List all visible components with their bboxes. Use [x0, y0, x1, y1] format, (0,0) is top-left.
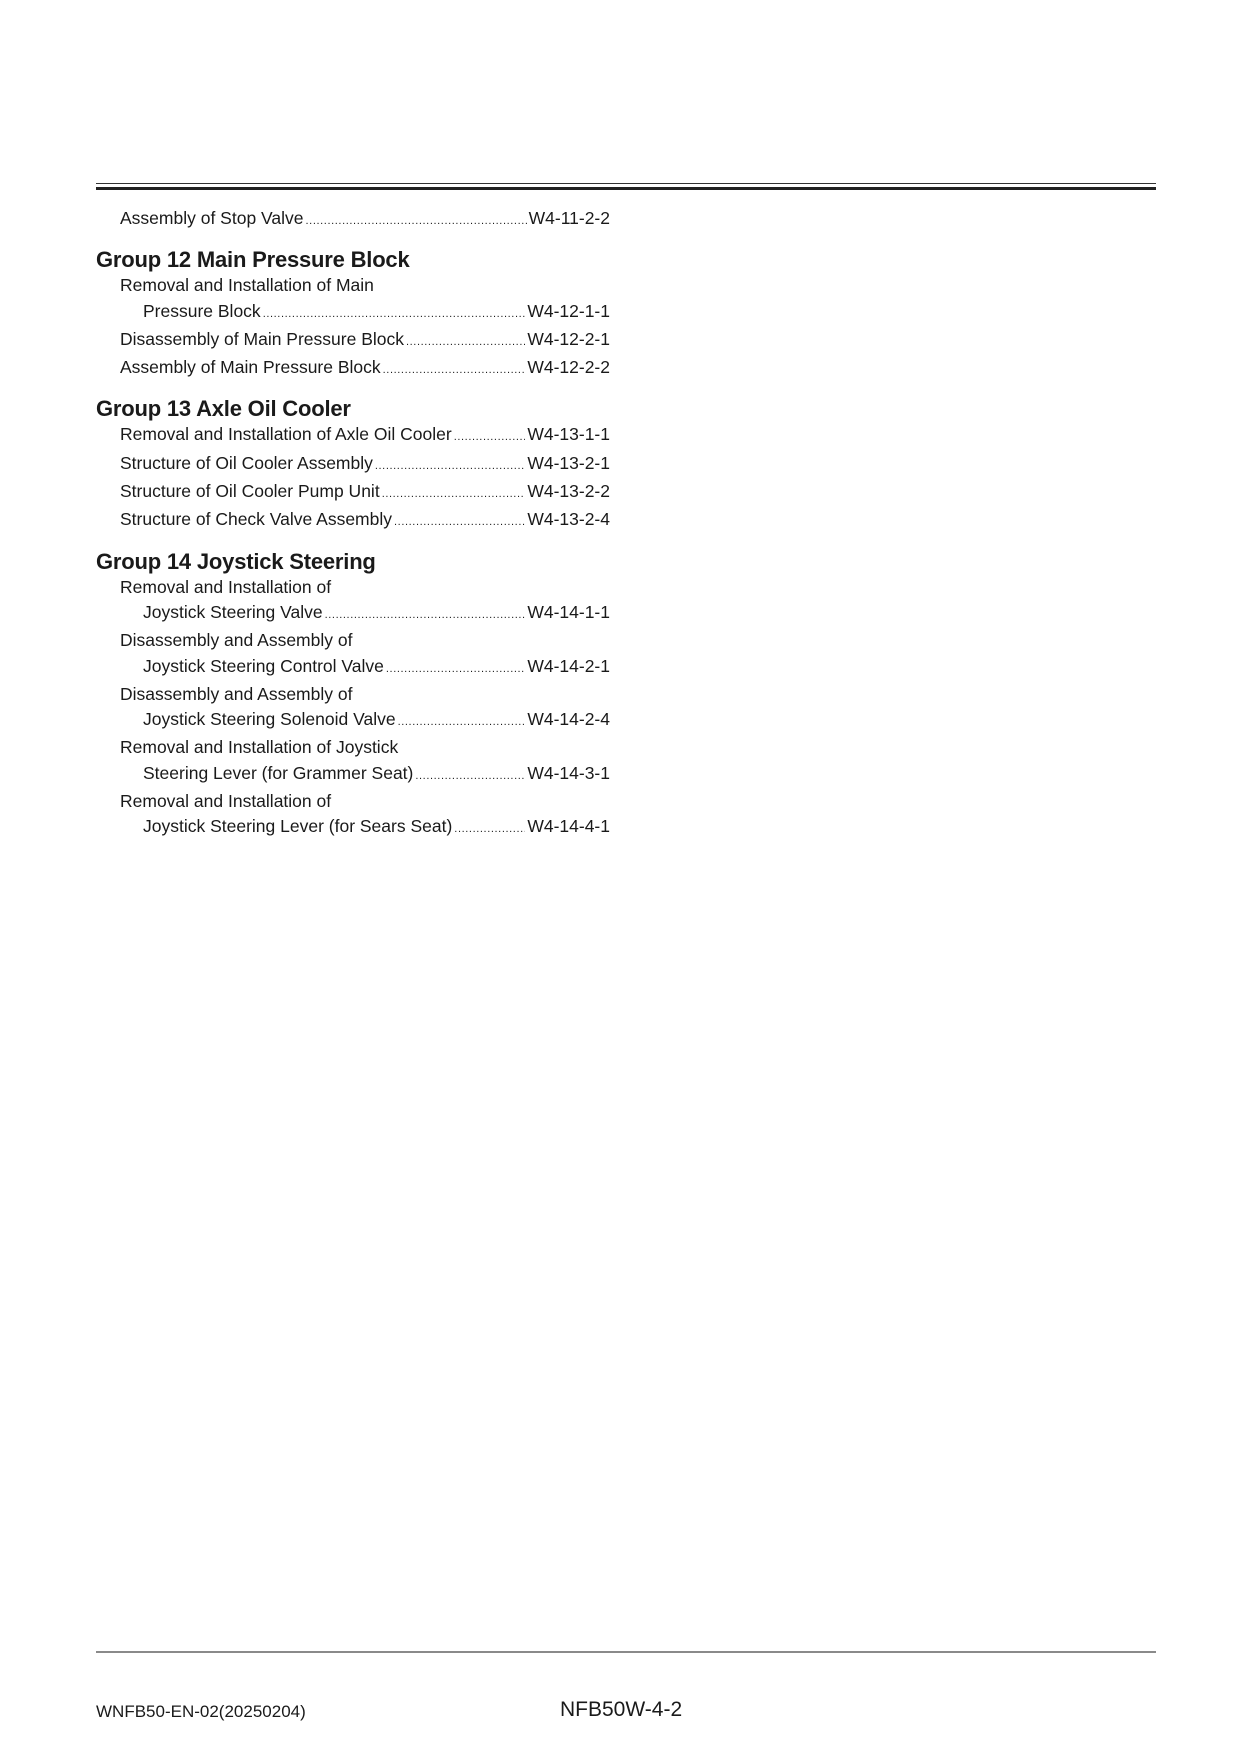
toc-entry-title: Removal and Installation of Axle Oil Cooler — [120, 424, 452, 445]
toc-entry[interactable] — [96, 575, 610, 629]
toc-entry-title: Removal and Installation of Joystick — [120, 737, 399, 758]
toc-entry[interactable] — [96, 327, 610, 355]
toc-entry[interactable] — [96, 355, 610, 383]
toc-entry-page: W4-13-1-1 — [527, 424, 610, 445]
toc-entry-title: Joystick Steering Control Valve — [143, 655, 384, 676]
toc-entry-page: W4-14-4-1 — [527, 816, 610, 837]
toc-entry-page: W4-14-1-1 — [527, 601, 610, 622]
dot-leader — [454, 817, 525, 842]
toc-entry-title: Disassembly and Assembly of — [120, 630, 353, 651]
dot-leader — [382, 482, 526, 507]
dot-leader — [406, 330, 525, 355]
toc-entry[interactable] — [96, 735, 610, 789]
dot-leader — [263, 302, 526, 327]
toc-entry-title: Pressure Block — [143, 300, 261, 321]
toc-entry-title: Removal and Installation of — [120, 791, 332, 812]
dot-leader — [394, 510, 525, 535]
toc-entry[interactable] — [96, 628, 610, 682]
toc-group-heading: Group 14 Joystick Steering — [96, 548, 376, 574]
toc-entry-title: Joystick Steering Lever (for Sears Seat) — [143, 816, 453, 837]
toc-entry[interactable] — [96, 422, 610, 450]
header-rule-thin — [96, 183, 1156, 184]
toc-group-heading: Group 13 Axle Oil Cooler — [96, 396, 351, 422]
toc-entry-title: Structure of Oil Cooler Assembly — [120, 452, 373, 473]
footer-rule — [96, 1651, 1156, 1653]
toc-entry-page: W4-13-2-2 — [527, 481, 610, 502]
toc-entry-title: Joystick Steering Valve — [143, 601, 323, 622]
page-number: NFB50W-4-2 — [560, 1698, 683, 1721]
toc-entry-page: W4-12-2-1 — [527, 328, 610, 349]
toc-entry-page: W4-11-2-2 — [528, 208, 610, 228]
toc-entry-page: W4-14-2-1 — [527, 655, 610, 676]
toc-entry-page: W4-12-2-2 — [527, 357, 610, 378]
toc-entry[interactable] — [96, 273, 610, 327]
header-rule-thick — [96, 187, 1156, 190]
toc-entry-page: W4-14-3-1 — [527, 762, 610, 783]
toc-entry-title: Structure of Oil Cooler Pump Unit — [120, 481, 380, 502]
toc-entry-title: Removal and Installation of — [120, 576, 332, 597]
toc-entry-page: W4-13-2-1 — [527, 452, 610, 473]
dot-leader — [306, 209, 527, 234]
dot-leader — [383, 358, 526, 383]
dot-leader — [325, 603, 526, 628]
toc-entry-title: Steering Lever (for Grammer Seat) — [143, 762, 414, 783]
document-code: WNFB50-EN-02(20250204) — [96, 1702, 306, 1721]
toc-entry-title: Disassembly of Main Pressure Block — [120, 328, 404, 349]
toc-entry-title: Joystick Steering Solenoid Valve — [143, 709, 396, 730]
dot-leader — [454, 425, 526, 450]
toc-entry[interactable] — [96, 507, 610, 535]
toc-entry-title: Disassembly and Assembly of — [120, 683, 353, 704]
toc-group-heading: Group 12 Main Pressure Block — [96, 247, 410, 273]
dot-leader — [415, 764, 525, 789]
toc-entry[interactable] — [96, 479, 610, 507]
toc-entry-page: W4-13-2-4 — [527, 509, 610, 530]
toc-entry-title: Assembly of Stop Valve — [120, 208, 304, 228]
dot-leader — [386, 657, 525, 682]
dot-leader — [398, 710, 526, 735]
toc-entry-title: Structure of Check Valve Assembly — [120, 509, 393, 530]
dot-leader — [375, 454, 525, 479]
toc-entry-page: W4-12-1-1 — [527, 300, 610, 321]
toc-entry-title: Removal and Installation of Main — [120, 275, 374, 296]
toc-entry[interactable] — [96, 206, 610, 234]
table-of-contents — [96, 206, 610, 843]
toc-entry[interactable] — [96, 789, 610, 843]
toc-entry[interactable] — [96, 682, 610, 736]
toc-entry-title: Assembly of Main Pressure Block — [120, 357, 381, 378]
toc-entry-page: W4-14-2-4 — [527, 709, 610, 730]
toc-entry[interactable] — [96, 451, 610, 479]
